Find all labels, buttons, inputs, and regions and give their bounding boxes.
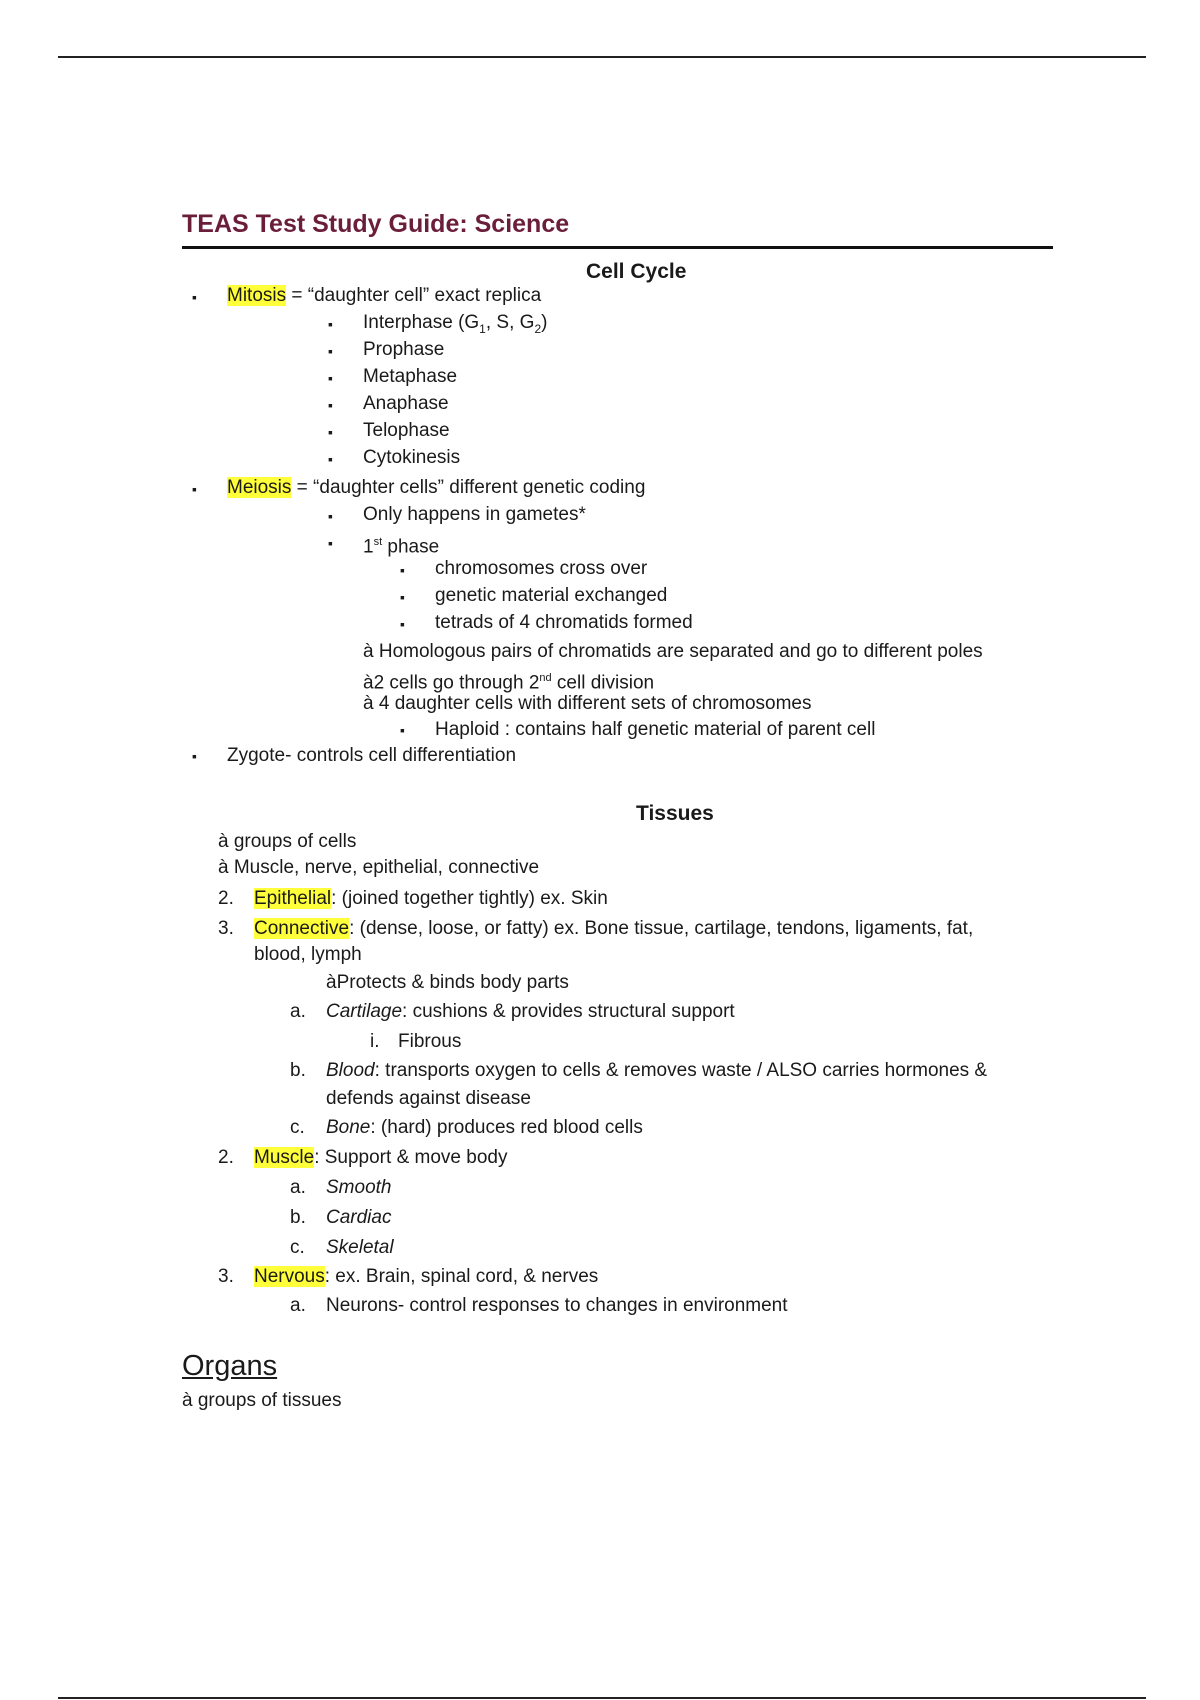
list-letter: b.: [290, 1207, 306, 1228]
cartilage-item: Cartilage: cushions & provides structural support: [326, 1001, 735, 1022]
arrow-note-homologous: à Homologous pairs of chromatids are separated and go to different poles: [363, 641, 983, 662]
list-letter: b.: [290, 1060, 306, 1081]
list-letter: c.: [290, 1237, 305, 1258]
blood-item-cont: defends against disease: [326, 1088, 531, 1109]
cell-cycle-heading: Cell Cycle: [586, 260, 687, 283]
mitosis-definition: = “daughter cell” exact replica: [286, 285, 542, 306]
neurons-item: Neurons- control responses to changes in environment: [326, 1295, 788, 1316]
bullet-icon: ▪: [400, 722, 405, 738]
connective-term: Connective: [254, 918, 350, 939]
blood-item: Blood: transports oxygen to cells & removes waste / ALSO carries hormones &: [326, 1060, 988, 1081]
meiosis-term: Meiosis: [227, 477, 292, 498]
list-letter: c.: [290, 1117, 305, 1138]
mitosis-line: [227, 284, 541, 308]
mitosis-term: Mitosis: [227, 285, 287, 306]
fibrous-item: Fibrous: [398, 1031, 462, 1052]
connective-item: Connective: (dense, loose, or fatty) ex. Bone tissue, cartilage, tendons, ligaments, fat,: [254, 918, 974, 939]
bone-item: Bone: (hard) produces red blood cells: [326, 1117, 643, 1138]
zygote-note: Zygote- controls cell differentiation: [227, 745, 517, 766]
meiosis-first-phase: 1st phase: [363, 536, 440, 558]
tissues-arrow-groups: à groups of cells: [218, 831, 357, 852]
phase-telophase: Telophase: [363, 420, 450, 441]
bullet-icon: ▪: [192, 481, 197, 497]
nervous-item: Nervous: ex. Brain, spinal cord, & nerves: [254, 1266, 599, 1287]
muscle-item: Muscle: Support & move body: [254, 1147, 508, 1168]
first-phase-item: chromosomes cross over: [435, 558, 648, 579]
title-underline: [182, 246, 1053, 249]
bottom-rule: [58, 1697, 1146, 1699]
bullet-icon: ▪: [328, 451, 333, 467]
first-phase-item: genetic material exchanged: [435, 585, 668, 606]
bullet-icon: ▪: [328, 370, 333, 386]
list-number: 3.: [218, 1266, 234, 1287]
list-letter: a.: [290, 1177, 306, 1198]
muscle-type: Skeletal: [326, 1237, 394, 1258]
list-letter: a.: [290, 1001, 306, 1022]
phase-metaphase: Metaphase: [363, 366, 458, 387]
arrow-note-second-division: à2 cells go through 2nd cell division: [363, 672, 655, 694]
phase-interphase: Interphase ($G_1$, S, $G_2$): [363, 312, 548, 336]
phase-cytokinesis: Cytokinesis: [363, 447, 461, 468]
phase-prophase: Prophase: [363, 339, 445, 360]
bullet-icon: ▪: [192, 748, 197, 764]
bullet-icon: ▪: [400, 562, 405, 578]
meiosis-line: [227, 476, 645, 500]
muscle-type: Smooth: [326, 1177, 392, 1198]
bullet-icon: ▪: [192, 289, 197, 305]
list-number: 3.: [218, 918, 234, 939]
document-title: TEAS Test Study Guide: Science: [182, 210, 570, 238]
meiosis-definition: = “daughter cells” different genetic coding: [291, 477, 646, 498]
first-phase-item: tetrads of 4 chromatids formed: [435, 612, 693, 633]
haploid-note: Haploid : contains half genetic material of parent cell: [435, 719, 876, 740]
phase-anaphase: Anaphase: [363, 393, 449, 414]
organs-arrow: à groups of tissues: [182, 1390, 342, 1411]
muscle-term: Muscle: [254, 1147, 315, 1168]
bullet-icon: ▪: [328, 343, 333, 359]
bullet-icon: ▪: [328, 316, 333, 332]
organs-heading: Organs: [182, 1350, 278, 1382]
list-number: 2.: [218, 1147, 234, 1168]
list-roman: i.: [370, 1031, 380, 1052]
bullet-icon: ▪: [328, 424, 333, 440]
arrow-note-daughter-cells: à 4 daughter cells with different sets of chromosomes: [363, 693, 812, 714]
epithelial-term: Epithelial: [254, 888, 332, 909]
bullet-icon: ▪: [328, 397, 333, 413]
top-rule: [58, 56, 1146, 58]
epithelial-item: Epithelial: (joined together tightly) ex. Skin: [254, 888, 608, 909]
bullet-icon: ▪: [328, 535, 333, 551]
muscle-type: Cardiac: [326, 1207, 392, 1228]
list-letter: a.: [290, 1295, 306, 1316]
bullet-icon: ▪: [400, 616, 405, 632]
meiosis-gametes-note: Only happens in gametes*: [363, 504, 586, 525]
list-number: 2.: [218, 888, 234, 909]
bullet-icon: ▪: [400, 589, 405, 605]
tissues-heading: Tissues: [636, 802, 714, 825]
connective-item-cont: blood, lymph: [254, 944, 362, 965]
tissues-arrow-types: à Muscle, nerve, epithelial, connective: [218, 857, 540, 878]
nervous-term: Nervous: [254, 1266, 325, 1287]
bullet-icon: ▪: [328, 508, 333, 524]
protects-note: àProtects & binds body parts: [326, 972, 569, 993]
